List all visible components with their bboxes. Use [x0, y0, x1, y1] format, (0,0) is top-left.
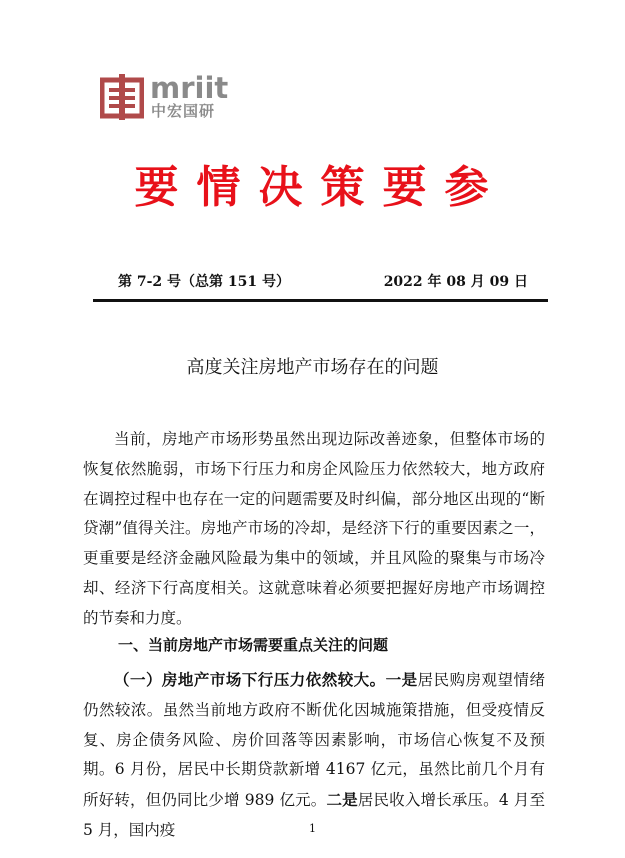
point-label-1: 一是	[385, 670, 418, 689]
header-rule	[93, 299, 548, 302]
issue-row	[118, 272, 528, 292]
logo-text-en: mriit	[150, 71, 229, 105]
body-paragraph	[83, 665, 545, 846]
issue-date: 2022 年 08 月 09 日	[383, 274, 528, 290]
point-text-1: 居民购房观望情绪仍然较浓。虽然当前地方政府不断优化因城施策措施，但受疫情反复、房企债务风险、房价回落等因素影响，市场信心恢复不及预期。6 月份，居民中长期贷款新增 4167 亿元，虽然比前几个月有所好转，但仍同比少增 989 亿元。	[83, 671, 545, 810]
point-text-2: 居民收入增长承压。4 月至 5 月，国内疫	[83, 791, 545, 839]
intro-paragraph: 当前，房地产市场形势虽然出现边际改善迹象，但整体市场的恢复依然脆弱，市场下行压力和房企风险压力依然较大，地方政府在调控过程中也存在一定的问题需要及时纠偏，部分地区出现的“断贷潮”值得关注。房地产市场的冷却，是经济下行的重要因素之一，更重要是经济金融风险最为集中的领域，并且风险的聚集与市场冷却、经济下行高度相关。这就意味着必须要把握好房地产市场调控的节奏和力度。	[83, 430, 545, 627]
subsection-title: （一）房地产市场下行压力依然较大。	[114, 670, 386, 689]
masthead-title: 要情决策要参	[134, 162, 507, 213]
section-heading: 一、当前房地产市场需要重点关注的问题	[118, 636, 389, 654]
page-number: 1	[309, 822, 316, 835]
logo-text-cn: 中宏国研	[151, 102, 216, 120]
point-label-2: 二是	[326, 790, 358, 810]
mriit-logo	[100, 72, 240, 122]
issue-number: 第 7-2 号（总第 151 号）	[118, 274, 291, 290]
article-title: 高度关注房地产市场存在的问题	[186, 357, 439, 378]
mriit-logo-mark	[100, 74, 144, 120]
